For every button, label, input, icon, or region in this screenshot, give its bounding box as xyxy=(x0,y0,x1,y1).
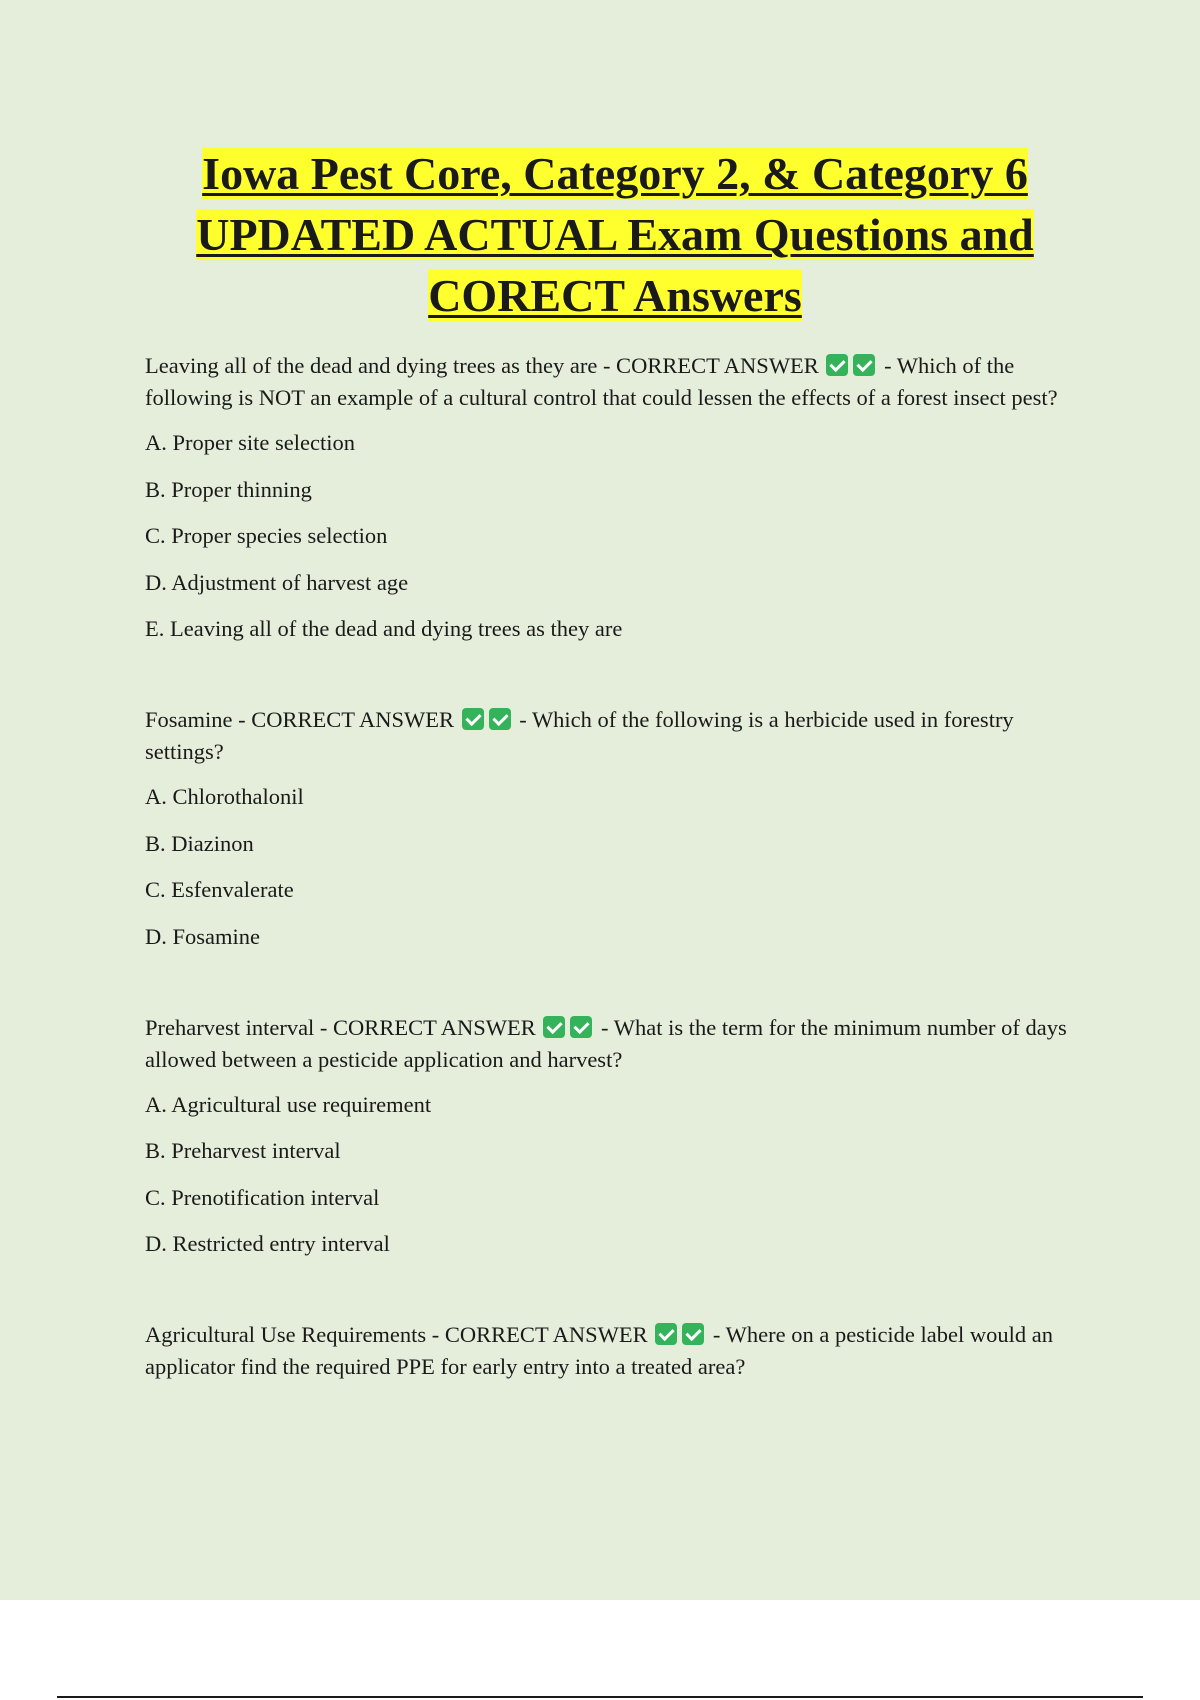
answer-option: C. Proper species selection xyxy=(145,523,388,548)
question-prompt: - Where on a pesticide label would an applicator find the required PPE for early entry into a treated area? xyxy=(145,1322,1054,1379)
check-box-icon xyxy=(682,1323,704,1345)
answer-option: B. Proper thinning xyxy=(145,476,312,502)
answer-option: D. Adjustment of harvest age xyxy=(145,569,409,595)
answer-option: A. Chlorothalonil xyxy=(145,784,304,809)
answer-option: B. Preharvest interval xyxy=(145,1138,341,1163)
question-prompt: - Which of the following is NOT an example of a cultural control that could lessen the effects of a forest insect pest? xyxy=(145,353,1058,410)
document-content xyxy=(145,143,1085,1442)
answer-option: A. Proper site selection xyxy=(145,430,355,455)
question-prompt: - Which of the following is a herbicide used in forestry settings? xyxy=(145,707,1014,764)
title-line: UPDATED ACTUAL Exam Questions and xyxy=(196,209,1034,260)
question-text xyxy=(145,1012,1085,1076)
answer-option: D. Restricted entry interval xyxy=(145,1231,390,1256)
answer-option: D. Fosamine xyxy=(145,923,260,949)
document-title xyxy=(145,143,1085,326)
question-block xyxy=(145,350,1085,645)
footer-divider xyxy=(57,1696,1143,1698)
answer-options xyxy=(145,781,1085,953)
correct-answer-text: Leaving all of the dead and dying trees as they are - CORRECT ANSWER xyxy=(145,353,819,378)
question-block xyxy=(145,1012,1085,1261)
answer-option: A. Agricultural use requirement xyxy=(145,1091,432,1117)
question-block xyxy=(145,1319,1085,1383)
question-text xyxy=(145,350,1085,414)
answer-options xyxy=(145,1089,1085,1261)
question-text xyxy=(145,1319,1085,1383)
check-box-icon xyxy=(655,1323,677,1345)
question-text xyxy=(145,704,1085,768)
check-box-icon xyxy=(462,708,484,730)
answer-option: B. Diazinon xyxy=(145,830,254,856)
check-box-icon xyxy=(826,354,848,376)
check-box-icon xyxy=(570,1016,592,1038)
correct-answer-text: Fosamine - CORRECT ANSWER xyxy=(145,707,454,732)
answer-option: E. Leaving all of the dead and dying trees as they are xyxy=(145,616,623,641)
check-box-icon xyxy=(543,1016,565,1038)
title-line: Iowa Pest Core, Category 2, & Category 6 xyxy=(202,148,1028,199)
question-prompt: - What is the term for the minimum number of days allowed between a pesticide application and harvest? xyxy=(145,1014,1067,1072)
check-box-icon xyxy=(489,708,511,730)
title-line: CORECT Answers xyxy=(428,270,802,321)
question-block xyxy=(145,704,1085,953)
answer-option: C. Esfenvalerate xyxy=(145,877,294,902)
check-box-icon xyxy=(853,354,875,376)
answer-option: C. Prenotification interval xyxy=(145,1184,380,1210)
correct-answer-text: Preharvest interval - CORRECT ANSWER xyxy=(145,1014,536,1040)
answer-options xyxy=(145,427,1085,645)
correct-answer-text: Agricultural Use Requirements - CORRECT ANSWER xyxy=(145,1322,648,1347)
